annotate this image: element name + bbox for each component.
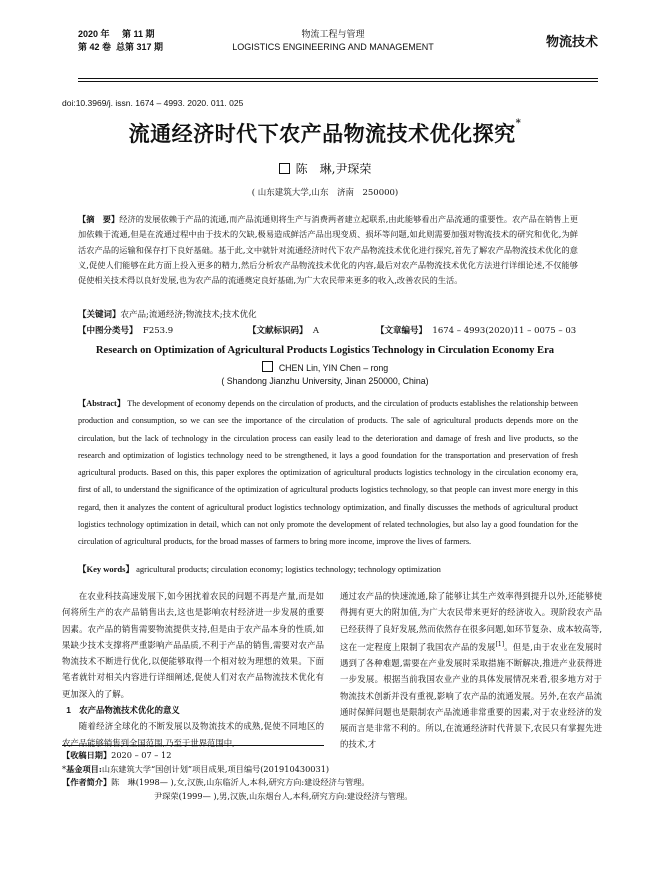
paper-title — [0, 118, 650, 148]
author-bio-1: 陈 琳(1998— ),女,汉族,山东临沂人,本科,研究方向:建设经济与管理。 — [111, 777, 370, 787]
fund-mark: * — [62, 763, 67, 774]
square-icon — [279, 163, 290, 174]
author-bio-2: 尹琛荣(1999— ),男,汉族,山东烟台人,本科,研究方向:建设经济与管理。 — [154, 790, 413, 801]
keywords-cn-label: 【关键词】 — [78, 310, 121, 320]
abstract-cn-text: 经济的发展依赖于产品的流通,而产品流通则将生产与消费两者建立起联系,由此能够看出产品流通的重要性。农产品在销售上更加依赖于流通,但是在流通过程中由于技术的欠缺,极易造成鲜活产品出现变质、损坏等问题,如此则需要加强对物流技术的研究和优化,为鲜活农产品的运输和保存打下良好基础。基于此,文中就针对流通经济时代下农产品物流技术优化进行探究,首先了解农产品物流技术优化的意义,促使人们能够在此方面上投入更多的精力,然后分析农产品物流技术优化的内容,最后对农产品物流技术优化方法进行详细论述,不仅能够促使相关技术得以良好发展,也为农产品的流通奠定良好基础,为广大农民带来更多的收入,改善农民的生活。 — [78, 214, 578, 286]
article-id-label: 【文章编号】 — [376, 326, 428, 336]
body-paragraph: 随着经济全球化的不断发展以及物流技术的成熟,促使不同地区的农产品能够销售到全国范围,乃至于世界范围中, — [62, 721, 324, 748]
fund-label: 基金项目: — [66, 763, 102, 774]
received-value: 2020 – 07 – 12 — [111, 750, 172, 760]
column-name: 物流技术 — [545, 34, 598, 49]
header-rule-thin — [78, 81, 598, 82]
body-text: 通过农产品的快速流通,除了能够让其生产效率得到提升以外,还能够使得拥有更大的附加值,为广大农民带来更好的经济收入。现阶段农产品已经获得了良好发展,然而依然存在很多问题,如环节复杂、成本较高等,这在一定程度上限制了我国农产品的发展 — [340, 591, 602, 652]
english-authors-text: CHEN Lin, YIN Chen – rong — [278, 363, 389, 373]
body-paragraph — [340, 588, 602, 753]
clc-label: 【中图分类号】 — [78, 326, 138, 336]
clc-value: F253.9 — [142, 326, 174, 336]
footnote-rule — [62, 745, 324, 746]
issue-info — [78, 28, 163, 54]
doi: doi:10.3969/j. issn. 1674 – 4993. 2020. 011. 025 — [62, 98, 244, 108]
square-icon — [262, 361, 273, 372]
header-rule-thick — [78, 78, 598, 79]
abstract-en-label: 【Abstract】 — [78, 399, 126, 408]
article-id-value: 1674 – 4993(2020)11 – 0075 – 03 — [432, 326, 577, 336]
english-authors — [0, 361, 650, 373]
english-affiliation: ( Shandong Jianzhu University, Jinan 250000, China) — [221, 376, 429, 386]
author-bio-label: 【作者简介】 — [62, 777, 112, 787]
journal-name-cn: 物流工程与管理 — [301, 29, 365, 39]
keywords-en — [78, 563, 441, 575]
footnotes — [62, 749, 602, 803]
authors — [0, 160, 650, 177]
doc-code-value: A — [312, 326, 320, 336]
abstract-en-text: The development of economy depends on the circulation of products, and the circulation of products establishes the relationship between production and consumption, so we can see the importance of the circulation of products. The sale of agricultural products depends more on the circulation, but the lack of technology in the circulation process can easily lead to the deterioration and damage of fresh and live products, so the research and optimization of logistics technology need to be strengthened, it lays a good foundation for the transportation and preservation of fresh agricultural products. Based on this, this paper explores the optimization of agricultural products logistics technology in the circulation economy era, first of all, to understand the significance of the optimization of agricultural products logistics technology, so that people can invest more energy in this regard, then it analyzes the content of agricultural product logistics technology optimization, and finally discusses the methods of agricultural product logistics technology optimization in detail, which can not only promote the development of related technologies, but also lay a good foundation for the circulation of agricultural products, for the broad masses of farmers to bring more income, improve the lives of farmers. — [78, 399, 578, 547]
received-label: 【收稿日期】 — [62, 750, 112, 760]
body-column-left — [62, 588, 324, 751]
title-text: 流通经济时代下农产品物流技术优化探究 — [128, 121, 516, 146]
journal-name-en: LOGISTICS ENGINEERING AND MANAGEMENT — [232, 42, 434, 52]
section-heading: 1 农产品物流技术优化的意义 — [66, 705, 180, 716]
body-column-right — [340, 588, 602, 753]
abstract-cn-label: 【摘 要】 — [78, 214, 120, 224]
english-title: Research on Optimization of Agricultural Products Logistics Technology in Circulation Economy Era — [95, 345, 555, 356]
body-text: 。但是,由于农业在发展时遇到了各种难题,需要在产业发展时采取措施不断解决,推进产业获得进一步发展。根据当前我国农业产业的具体发展情况来看,很多地方对于物流技术创新并没有重视,影响了农产品的流通发展。另外,在农产品流通时保鲜问题也是限制农产品流通非常重要的因素,对于农业经济的发展而言是非常不利的。所以,在流通经济时代背景下,农民只有掌握先进的技术,才 — [340, 641, 602, 750]
authors-text: 陈 琳,尹琛荣 — [295, 162, 372, 176]
year: 2020 年 — [78, 29, 110, 39]
keywords-cn — [78, 308, 257, 320]
volume: 第 42 卷 — [78, 42, 112, 52]
keywords-en-text: agricultural products; circulation economy; logistics technology; technology optimization — [136, 564, 441, 574]
journal-name — [218, 28, 448, 54]
title-footnote-mark: * — [515, 118, 522, 129]
page-header — [78, 28, 598, 68]
total-issue: 总第 317 期 — [116, 42, 164, 52]
body-paragraph: 在农业科技高速发展下,如今困扰着农民的问题不再是产量,而是如何将所生产的农产品销售出去,这也是影响农村经济进一步发展的重要因素。农产品的销售需要物流提供支持,但是由于农产品本身的性质,如果缺少技术支撑将严重影响产品品质,不利于产品的销售,需要对农产品物流技术不断进行优化,以便能够取得一个相对较为理想的效果。下面笔者就针对相关内容进行详细阐述,促使人们对农产品物流技术优化有更加深入的了解。 — [62, 591, 324, 699]
abstract-cn — [78, 212, 578, 288]
issue-number: 第 11 期 — [122, 29, 155, 39]
fund-value: 山东建筑大学“国创计划”项目成果,项目编号(201910430031) — [101, 763, 330, 774]
doc-code-label: 【文献标识码】 — [248, 326, 308, 336]
keywords-en-label: 【Key words】 — [78, 564, 134, 574]
author-bio — [62, 776, 602, 790]
received-date — [62, 749, 602, 763]
affiliation: ( 山东建筑大学,山东 济南 250000) — [251, 188, 399, 198]
keywords-cn-text: 农产品;流通经济;物流技术;技术优化 — [120, 310, 257, 320]
citation-ref: [1] — [495, 640, 505, 648]
abstract-en — [78, 395, 578, 551]
fund-info — [62, 763, 602, 777]
